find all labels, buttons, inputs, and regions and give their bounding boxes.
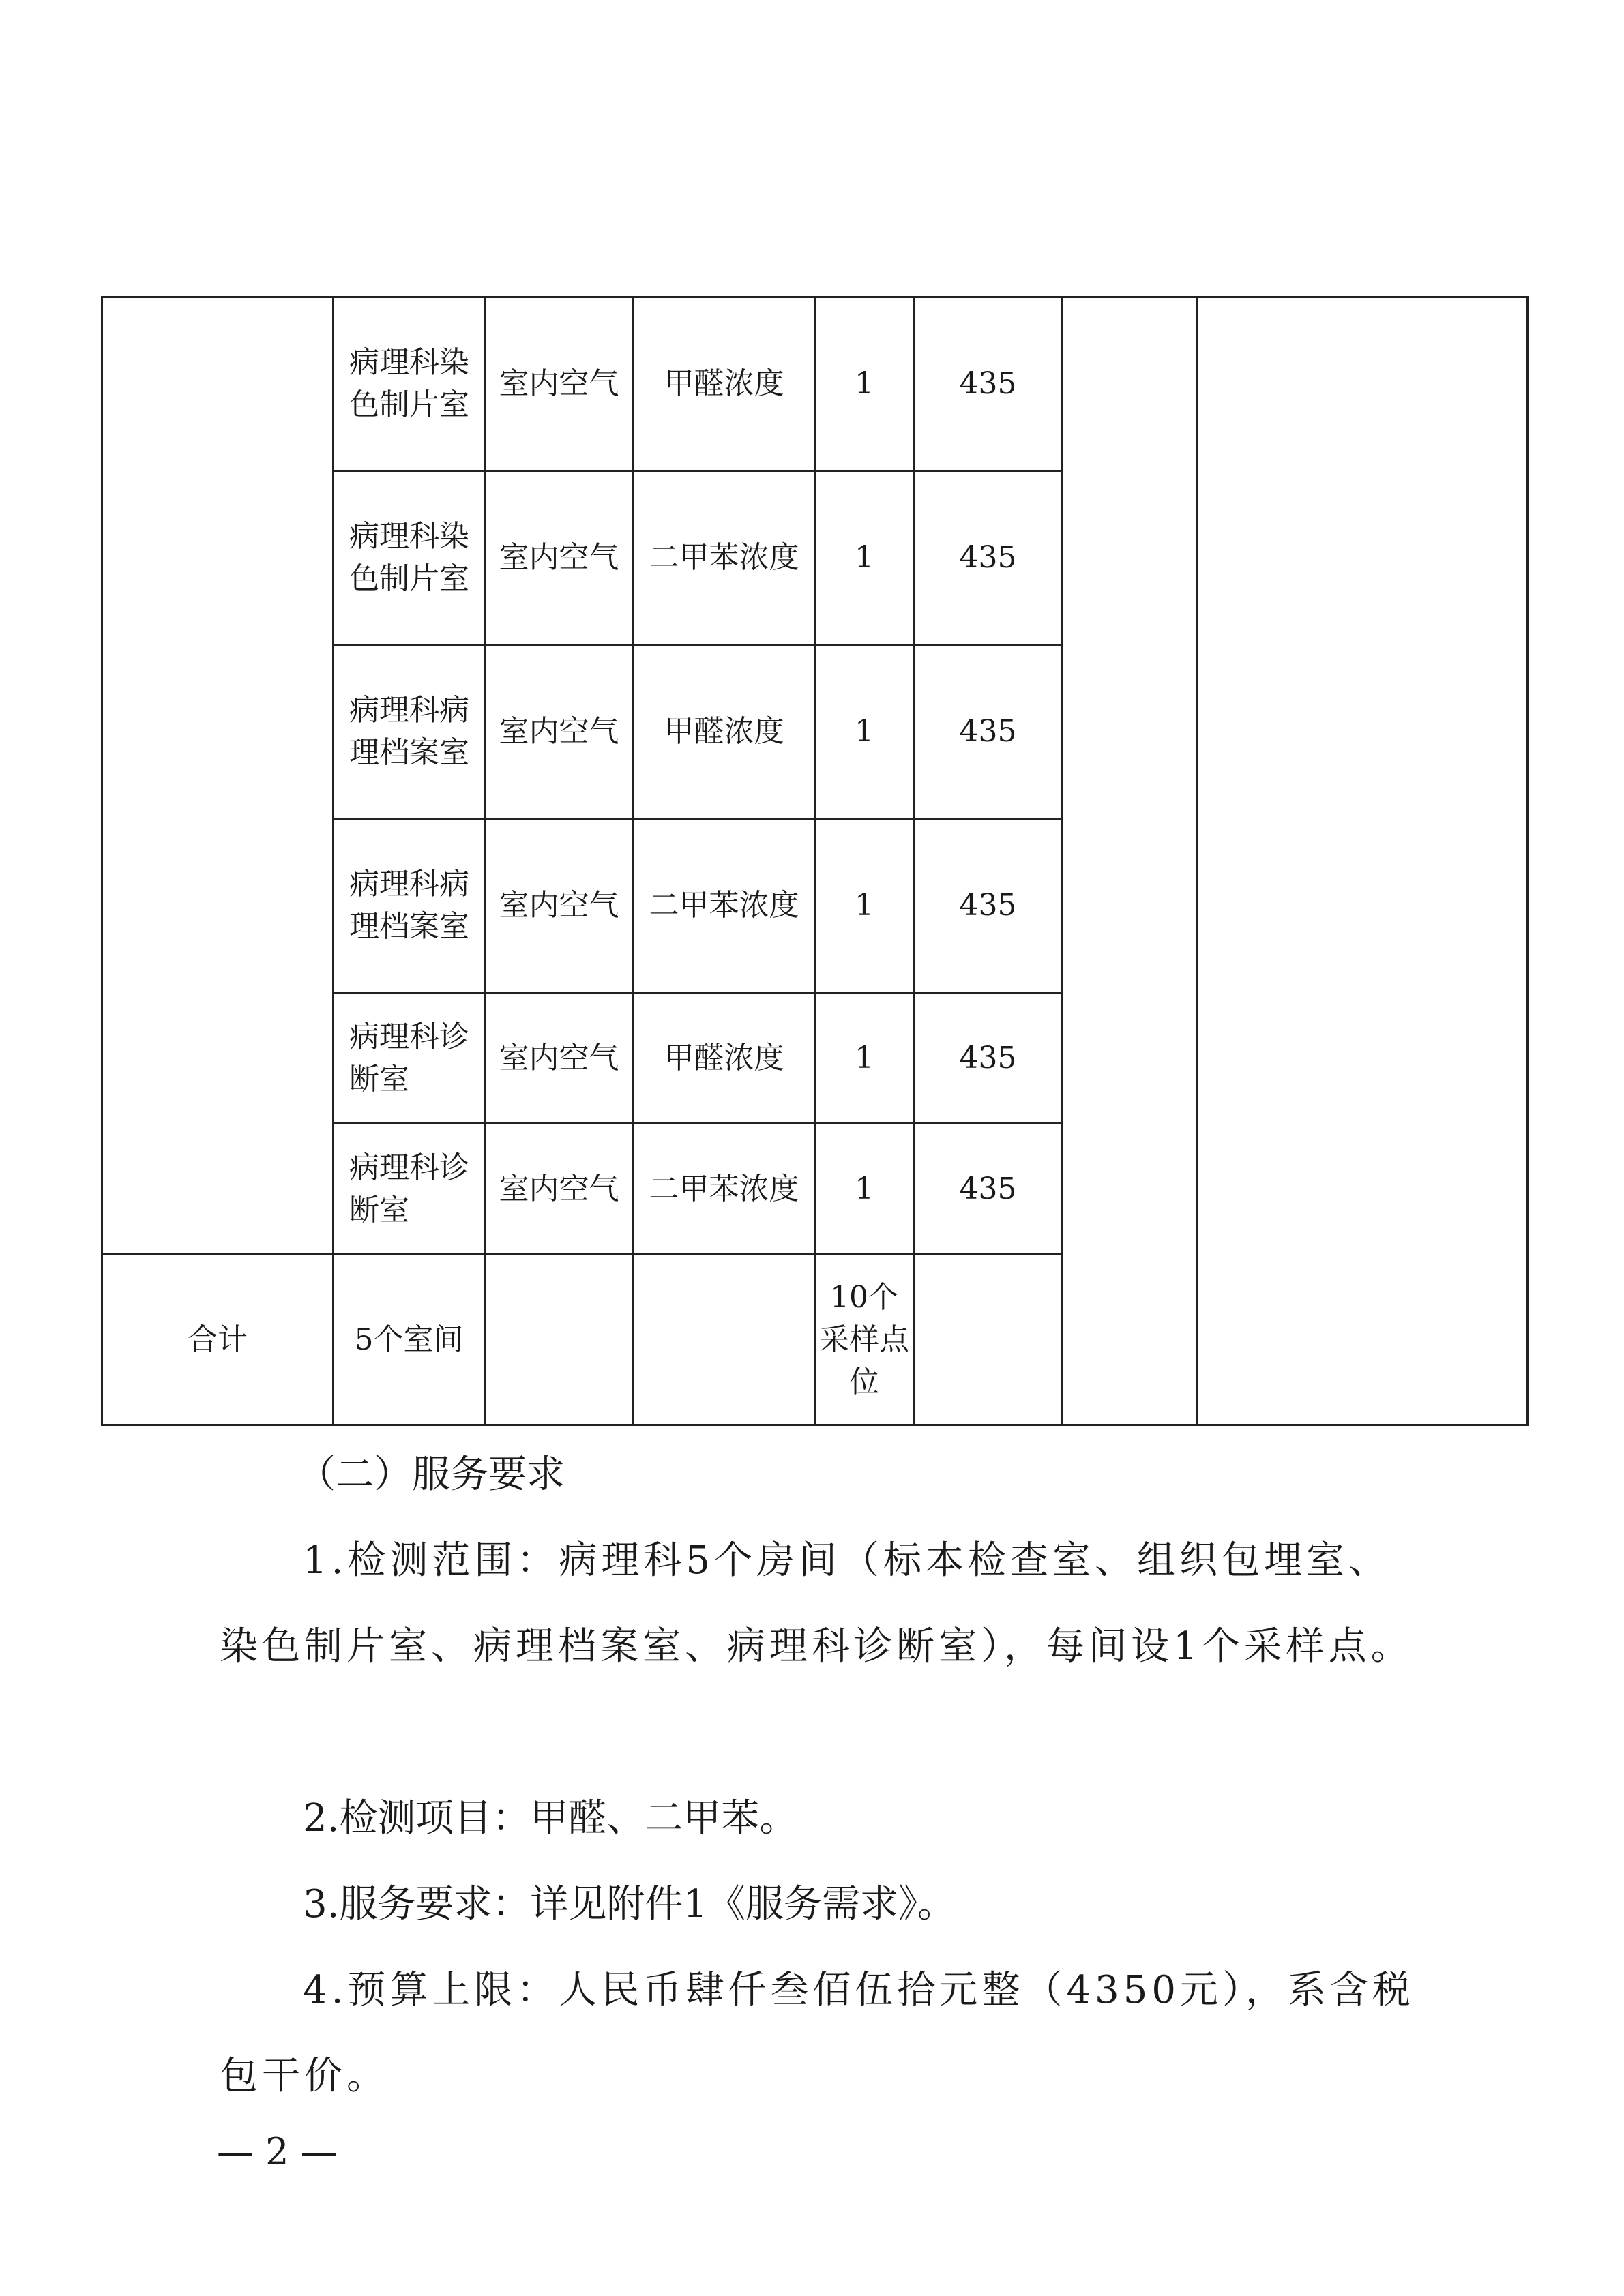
requirement-item-1: 1.检测范围：病理科5个房间（标本检查室、组织包埋室、染色制片室、病理档案室、病理科诊断室），每间设1个采样点。 bbox=[220, 1538, 1413, 1669]
price-cell: 435 bbox=[914, 297, 1063, 471]
test-item-cell: 甲醛浓度 bbox=[634, 993, 815, 1124]
price-cell: 435 bbox=[914, 645, 1063, 819]
blank-cell bbox=[634, 1255, 815, 1425]
room-cell: 病理科诊断室 bbox=[334, 1124, 485, 1255]
sample-type-cell: 室内空气 bbox=[485, 471, 634, 645]
price-cell: 435 bbox=[914, 471, 1063, 645]
sample-type-cell: 室内空气 bbox=[485, 819, 634, 993]
test-item-cell: 甲醛浓度 bbox=[634, 645, 815, 819]
requirement-item-4: 4.预算上限：人民币肆仟叁佰伍拾元整（4350元），系含税包干价。 bbox=[220, 1968, 1415, 2098]
blank-cell bbox=[1063, 297, 1197, 1425]
total-points: 10个采样点位 bbox=[815, 1255, 914, 1425]
points-cell: 1 bbox=[815, 993, 914, 1124]
test-item-cell: 二甲苯浓度 bbox=[634, 1124, 815, 1255]
total-label: 合计 bbox=[102, 1255, 334, 1425]
room-cell: 病理科诊断室 bbox=[334, 993, 485, 1124]
blank-cell bbox=[485, 1255, 634, 1425]
price-cell: 435 bbox=[914, 1124, 1063, 1255]
section-heading: （二）服务要求 bbox=[297, 1452, 565, 1497]
test-item-cell: 甲醛浓度 bbox=[634, 297, 815, 471]
points-cell: 1 bbox=[815, 471, 914, 645]
room-cell: 病理科病理档案室 bbox=[334, 645, 485, 819]
sample-type-cell: 室内空气 bbox=[485, 645, 634, 819]
blank-cell bbox=[102, 297, 334, 1255]
points-cell: 1 bbox=[815, 297, 914, 471]
points-cell: 1 bbox=[815, 1124, 914, 1255]
sample-type-cell: 室内空气 bbox=[485, 297, 634, 471]
points-cell: 1 bbox=[815, 819, 914, 993]
price-cell: 435 bbox=[914, 819, 1063, 993]
price-cell: 435 bbox=[914, 993, 1063, 1124]
room-cell: 病理科染色制片室 bbox=[334, 297, 485, 471]
total-rooms: 5个室间 bbox=[334, 1255, 485, 1425]
blank-cell bbox=[914, 1255, 1063, 1425]
points-cell: 1 bbox=[815, 645, 914, 819]
sample-type-cell: 室内空气 bbox=[485, 1124, 634, 1255]
blank-cell bbox=[1197, 297, 1528, 1425]
requirement-item-3: 3.服务要求：详见附件1《服务需求》。 bbox=[303, 1882, 956, 1926]
page-number: — 2 — bbox=[217, 2130, 338, 2173]
price-table bbox=[101, 296, 1529, 1426]
table-row bbox=[102, 297, 1528, 471]
requirement-item-2: 2.检测项目：甲醛、二甲苯。 bbox=[303, 1796, 798, 1840]
test-item-cell: 二甲苯浓度 bbox=[634, 819, 815, 993]
test-item-cell: 二甲苯浓度 bbox=[634, 471, 815, 645]
room-cell: 病理科病理档案室 bbox=[334, 819, 485, 993]
room-cell: 病理科染色制片室 bbox=[334, 471, 485, 645]
sample-type-cell: 室内空气 bbox=[485, 993, 634, 1124]
